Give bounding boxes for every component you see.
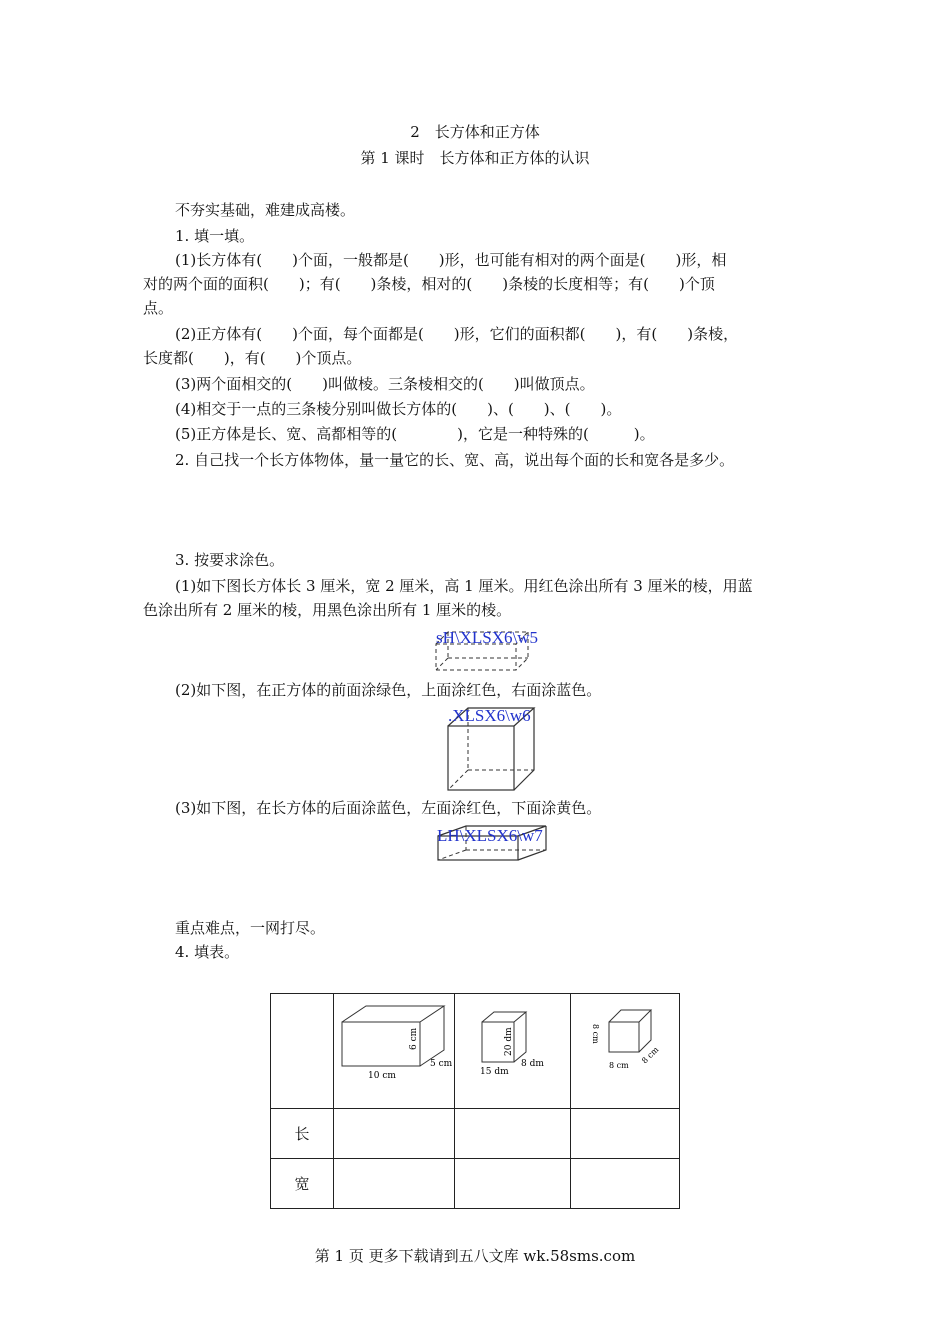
q3-part2: (2)如下图，在正方体的前面涂绿色，上面涂红色，右面涂蓝色。: [175, 681, 602, 699]
box1-width-label: 5 cm: [430, 1059, 453, 1069]
cuboid-figure-1: [432, 624, 552, 674]
question-1-title: 1. 填一填。: [175, 227, 255, 245]
table-header-box-3: [571, 994, 680, 1109]
cell-length-box-2[interactable]: [455, 1109, 571, 1159]
cube-figure-2: [440, 704, 550, 794]
q1-part2-line2: 长度都( )，有( )个顶点。: [143, 349, 362, 367]
section-motto-2: 重点难点，一网打尽。: [175, 919, 326, 937]
cell-width-box-3[interactable]: [571, 1159, 680, 1209]
cell-length-box-3[interactable]: [571, 1109, 680, 1159]
fill-table: [270, 993, 680, 1209]
cuboid-10-5-6-figure: [334, 994, 454, 1104]
figure-1-stamp: sH\XLSX6\w5: [436, 628, 539, 647]
row-label-length: 长: [271, 1109, 334, 1159]
q1-part5: (5)正方体是长、宽、高都相等的( )，它是一种特殊的( )。: [175, 425, 655, 443]
cuboid-15-8-20-figure: [455, 994, 570, 1104]
box3-height-label: 8 cm: [591, 1024, 600, 1044]
page-title: 2 长方体和正方体: [410, 123, 540, 141]
cell-width-box-1[interactable]: [334, 1159, 455, 1209]
table-header-box-1: [334, 994, 455, 1109]
table-corner-cell: [271, 994, 334, 1109]
q1-part1-line1: (1)长方体有( )个面，一般都是( )形，也可能有相对的两个面是( )形，相: [175, 251, 727, 269]
box2-length-label: 15 dm: [480, 1067, 509, 1077]
question-4-title: 4. 填表。: [175, 943, 240, 961]
row-label-width: 宽: [271, 1159, 334, 1209]
question-3-title: 3. 按要求涂色。: [175, 551, 285, 569]
q1-part1-line2: 对的两个面的面积( )；有( )条棱，相对的( )条棱的长度相等；有( )个顶: [143, 275, 715, 293]
q3-part1-line1: (1)如下图长方体长 3 厘米，宽 2 厘米，高 1 厘米。用红色涂出所有 3 厘米的棱，用蓝: [175, 577, 753, 595]
box2-height-label: 20 dm: [504, 1027, 514, 1056]
question-2: 2. 自己找一个长方体物体，量一量它的长、宽、高，说出每个面的长和宽各是多少。: [175, 451, 735, 469]
box1-length-label: 10 cm: [368, 1071, 396, 1081]
cell-length-box-1[interactable]: [334, 1109, 455, 1159]
figure-2-stamp: .XLSX6\w6: [448, 706, 531, 725]
section-motto: 不夯实基础，难建成高楼。: [175, 201, 356, 219]
q1-part1-line3: 点。: [143, 299, 174, 317]
page-footer: 第 1 页 更多下载请到五八文库 wk.58sms.com: [314, 1247, 636, 1265]
q1-part3: (3)两个面相交的( )叫做棱。三条棱相交的( )叫做顶点。: [175, 375, 595, 393]
q3-part3: (3)如下图，在长方体的后面涂蓝色，左面涂红色，下面涂黄色。: [175, 799, 602, 817]
figure-3-stamp: LH\XLSX6\w7: [437, 826, 543, 845]
box3-length-label: 8 cm: [609, 1061, 629, 1070]
cell-width-box-2[interactable]: [455, 1159, 571, 1209]
box1-height-label: 6 cm: [409, 1027, 419, 1050]
table-header-box-2: [455, 994, 571, 1109]
q1-part2-line1: (2)正方体有( )个面，每个面都是( )形，它们的面积都( )，有( )条棱，: [175, 325, 739, 343]
q3-part1-line2: 色涂出所有 2 厘米的棱，用黑色涂出所有 1 厘米的棱。: [143, 601, 512, 619]
q1-part4: (4)相交于一点的三条棱分别叫做长方体的( )、( )、( )。: [175, 400, 622, 418]
lesson-subtitle: 第 1 课时 长方体和正方体的认识: [360, 149, 590, 167]
box2-width-label: 8 dm: [521, 1059, 544, 1069]
box3-width-label: 8 cm: [640, 1045, 661, 1066]
cuboid-figure-3: [432, 822, 557, 864]
cube-8-figure: [571, 994, 679, 1104]
